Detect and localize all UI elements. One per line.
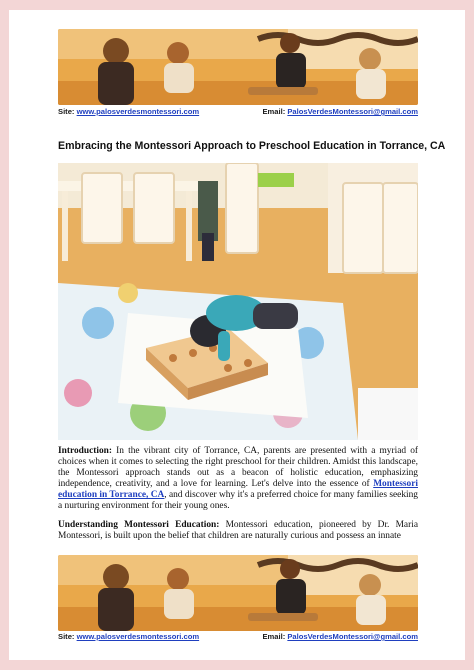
footer-email-label: Email: — [262, 632, 286, 641]
banner-photo-top — [58, 29, 418, 105]
classroom-children-image — [58, 29, 418, 105]
email-link[interactable]: PalosVerdesMontessori@gmail.com — [287, 107, 418, 116]
contact-bar-bottom — [58, 632, 418, 641]
banner-photo-bottom — [58, 555, 418, 631]
section-label: Understanding Montessori Education: — [58, 520, 220, 530]
site-link[interactable]: www.palosverdesmontessori.com — [76, 107, 200, 116]
footer-email-group — [262, 632, 418, 641]
document-page — [9, 10, 465, 660]
section-text: Montessori education, pioneered by Dr. Maria Montessori, is built upon the belief that children are naturally curious and possess an innate — [58, 520, 418, 542]
main-photo — [58, 163, 418, 440]
footer-site-label: Site: — [58, 632, 75, 641]
classroom-children-image-footer — [58, 555, 418, 631]
section-paragraph — [58, 520, 418, 553]
footer-email-link[interactable]: PalosVerdesMontessori@gmail.com — [287, 632, 418, 641]
email-label: Email: — [262, 107, 286, 116]
article-title: Embracing the Montessori Approach to Preschool Education in Torrance, CA — [58, 140, 446, 152]
montessori-torrance-link[interactable]: Montessori education in Torrance, CA — [58, 479, 418, 501]
contact-bar-top — [58, 107, 418, 116]
intro-text-1: In the vibrant city of Torrance, CA, parents are presented with a myriad of choices when it comes to selecting the right preschool for their children. Amidst this landscape, the Montessori approach stands out as a beacon of holistic education, emphasizing independence, creativity, and a love for learning. Let's delve into the essence of — [58, 446, 418, 490]
child-with-cylinder-blocks-image — [58, 163, 418, 440]
site-label: Site: — [58, 107, 75, 116]
email-group — [262, 107, 418, 116]
intro-text-2: , and discover why it's a preferred choice for many families seeking a nurturing environment for their young ones. — [58, 490, 418, 512]
intro-label: Introduction: — [58, 446, 113, 456]
intro-paragraph — [58, 446, 418, 513]
footer-site-link[interactable]: www.palosverdesmontessori.com — [76, 632, 200, 641]
